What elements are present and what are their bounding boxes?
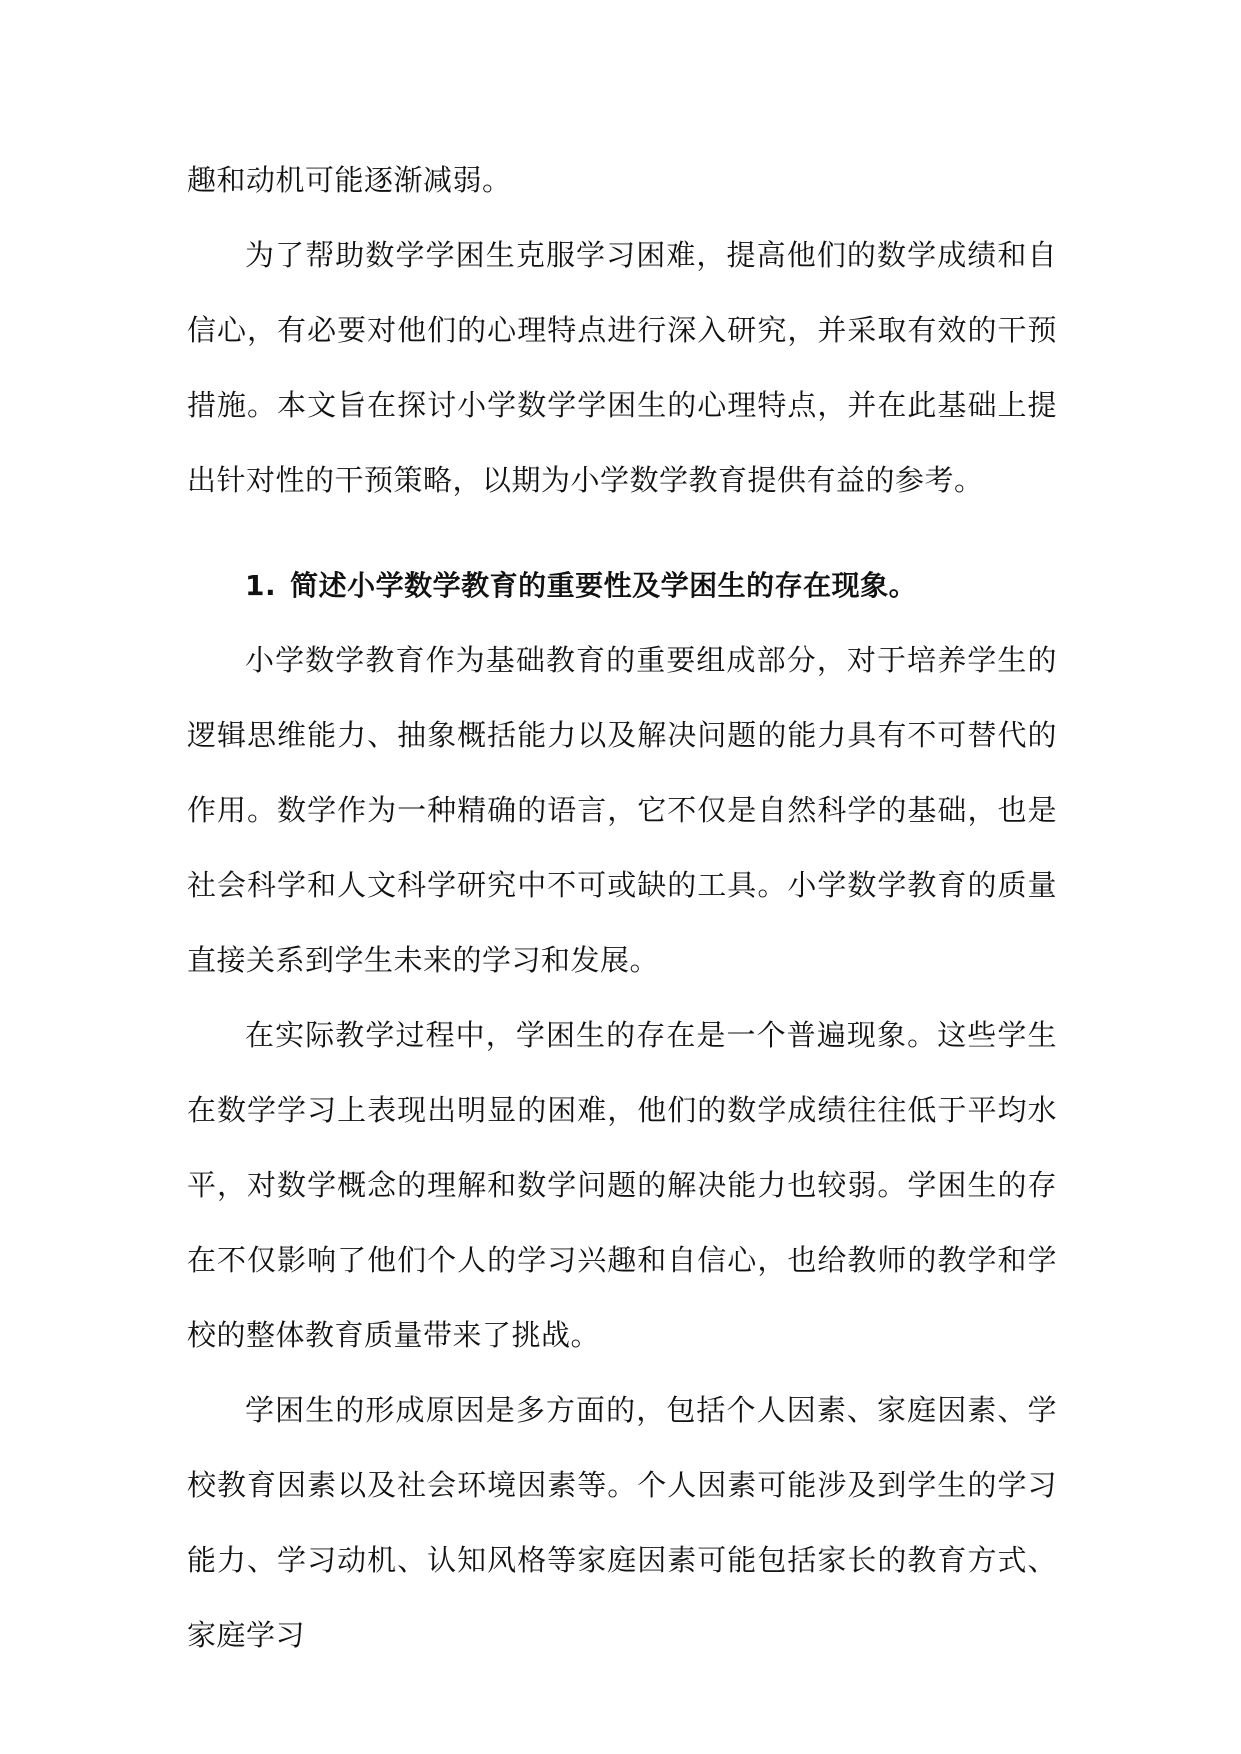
document-body	[187, 143, 1057, 1673]
section-heading-number: 1.	[245, 569, 277, 602]
section-heading	[187, 548, 1057, 623]
section-heading-text: 简述小学数学教育的重要性及学困生的存在现象。	[290, 569, 918, 602]
paragraph-continuation: 趣和动机可能逐渐减弱。	[187, 163, 512, 197]
paragraph-phenomenon: 在实际教学过程中，学困生的存在是一个普遍现象。这些学生在数学学习上表现出明显的困难，他们的数学成绩往往低于平均水平，对数学概念的理解和数学问题的解决能力也较弱。学困生的存在不仅影响了他们个人的学习兴趣和自信心，也给教师的教学和学校的整体教育质量带来了挑战。	[187, 1018, 1057, 1352]
paragraph-intro-purpose: 为了帮助数学学困生克服学习困难，提高他们的数学成绩和自信心，有必要对他们的心理特点进行深入研究，并采取有效的干预措施。本文旨在探讨小学数学学困生的心理特点，并在此基础上提出针对性的干预策略，以期为小学数学教育提供有益的参考。	[187, 238, 1057, 497]
paragraph-causes: 学困生的形成原因是多方面的，包括个人因素、家庭因素、学校教育因素以及社会环境因素等。个人因素可能涉及到学生的学习能力、学习动机、认知风格等家庭因素可能包括家长的教育方式、家庭学习	[187, 1393, 1057, 1652]
paragraph-importance: 小学数学教育作为基础教育的重要组成部分，对于培养学生的逻辑思维能力、抽象概括能力以及解决问题的能力具有不可替代的作用。数学作为一种精确的语言，它不仅是自然科学的基础，也是社会科学和人文科学研究中不可或缺的工具。小学数学教育的质量直接关系到学生未来的学习和发展。	[187, 643, 1057, 977]
